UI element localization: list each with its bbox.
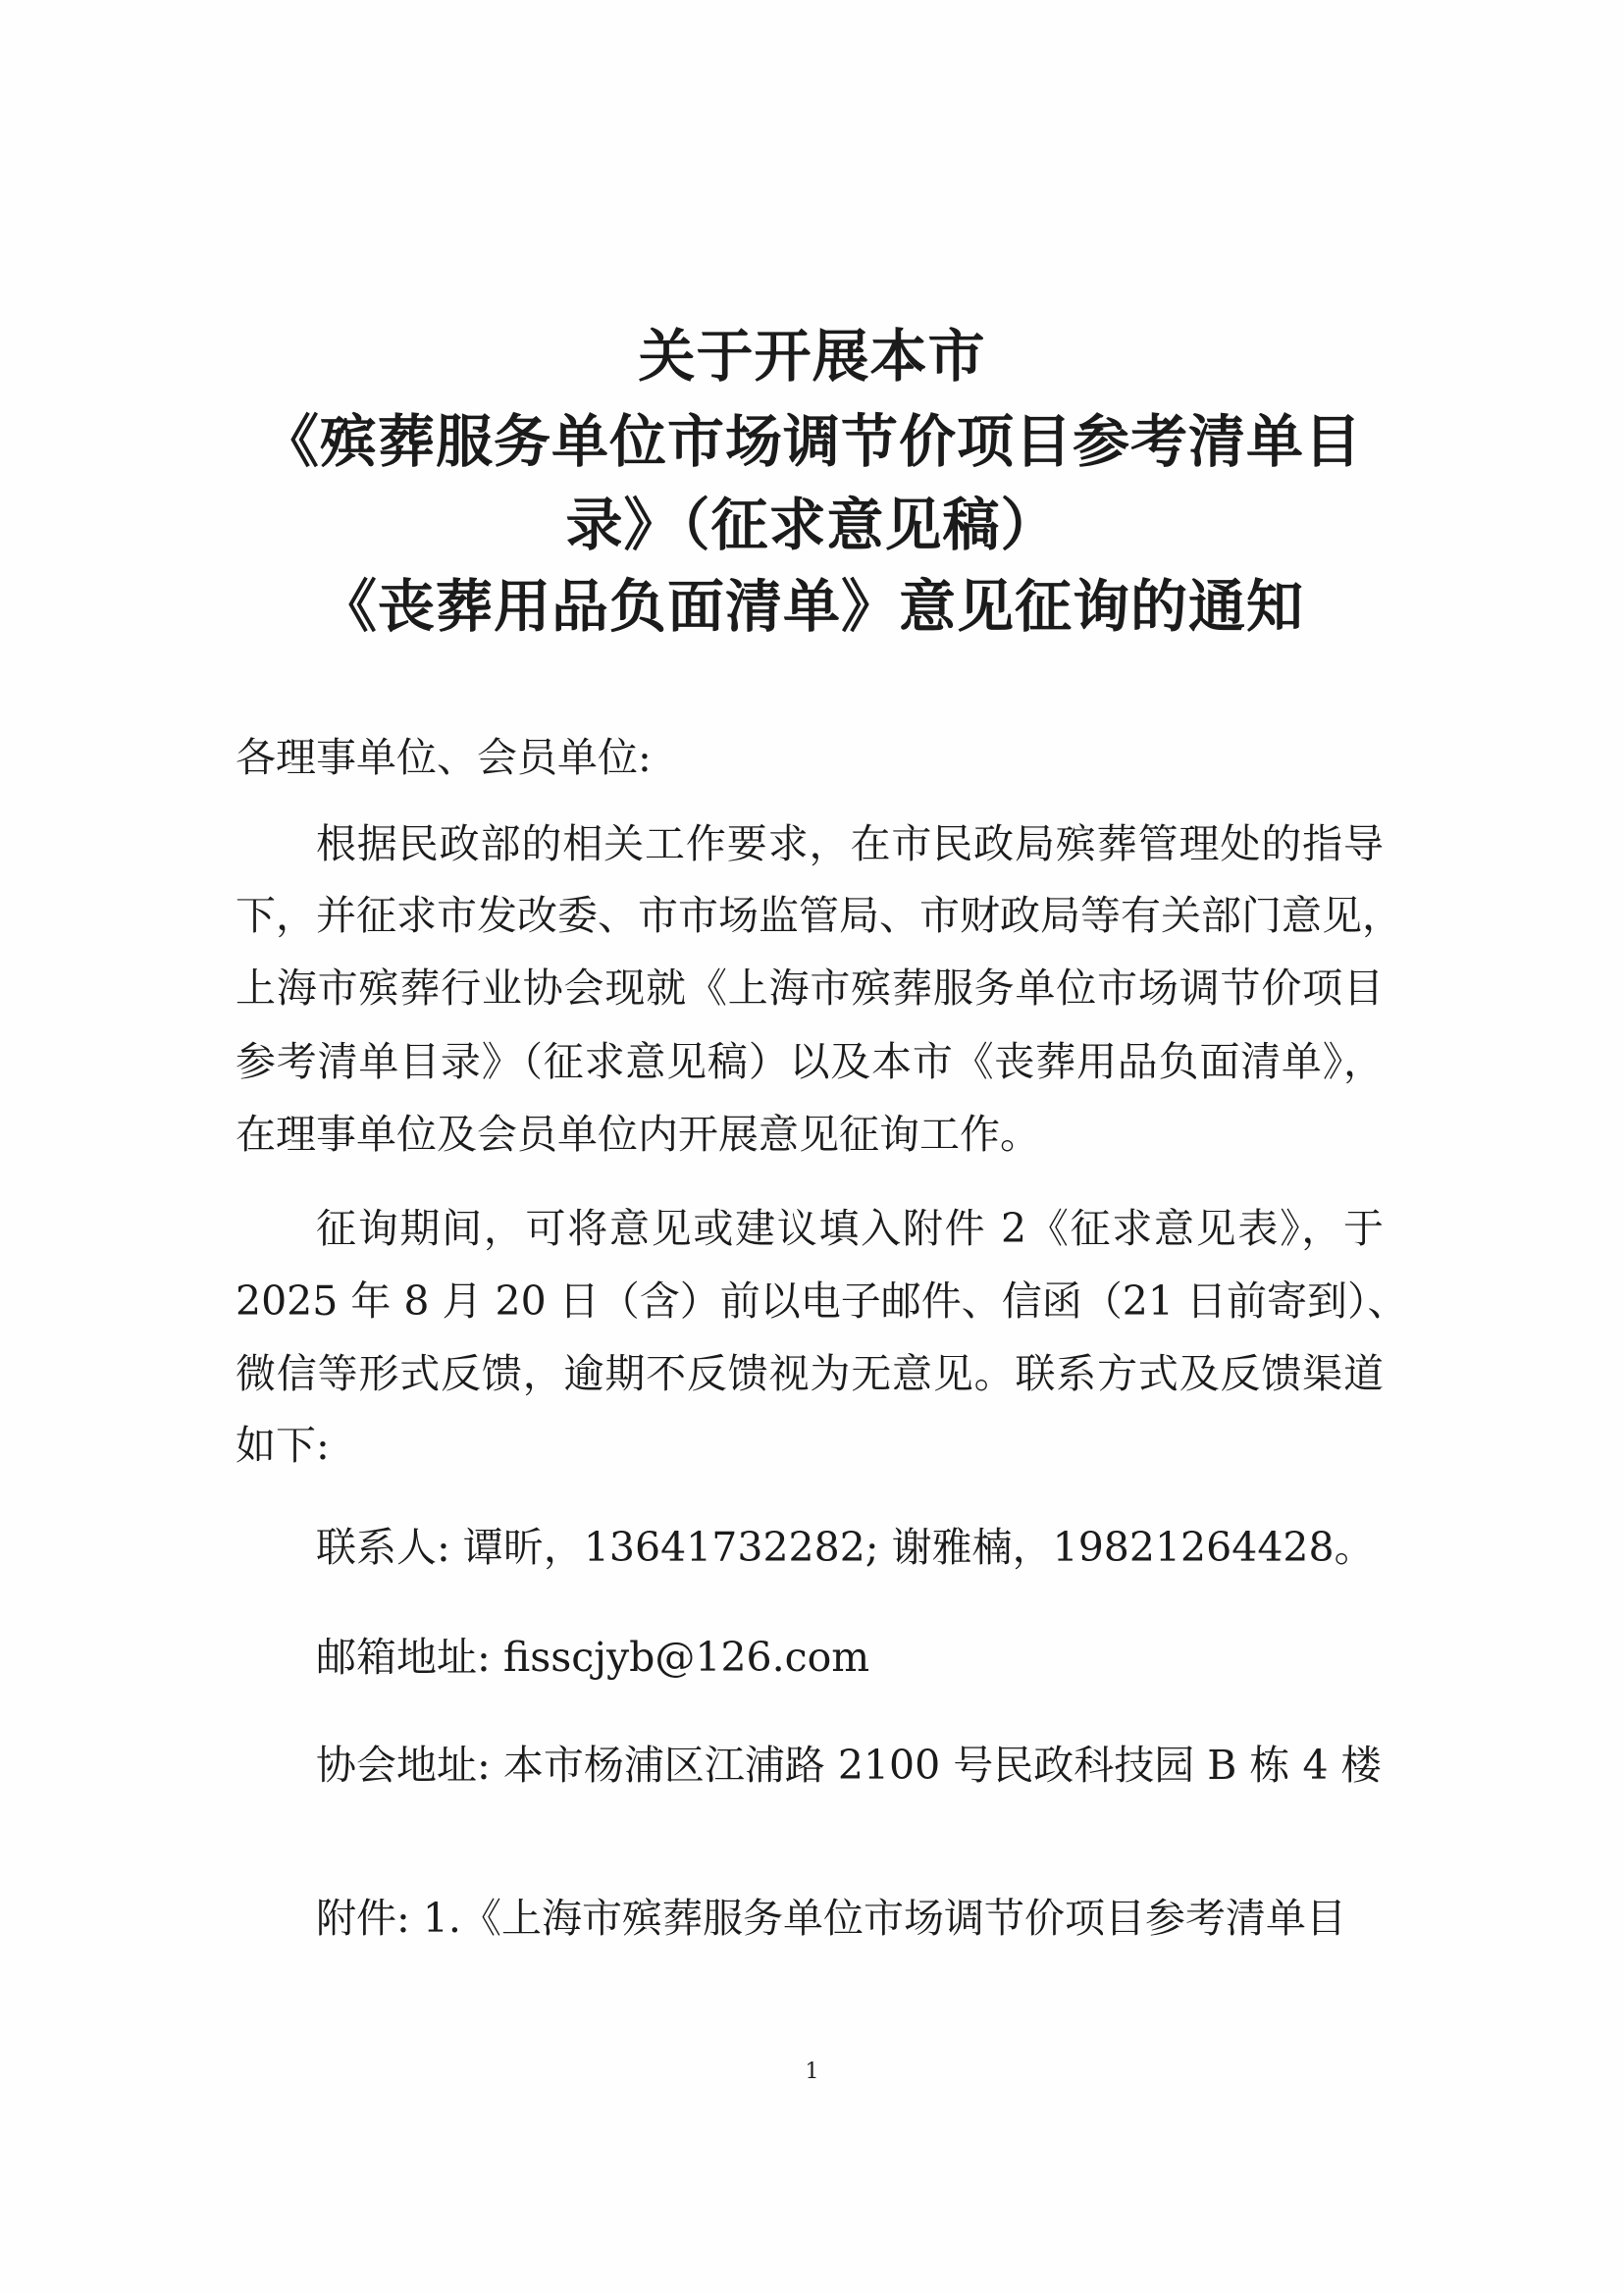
contact-email: 邮箱地址: fisscjyb@126.com <box>316 1634 870 1681</box>
contact-address: 协会地址: 本市杨浦区江浦路 2100 号民政科技园 B 栋 4 楼 <box>316 1742 1382 1789</box>
page-number: 1 <box>805 2059 819 2084</box>
title-line-1: 关于开展本市 <box>638 323 986 390</box>
contact-persons: 联系人: 谭昕，13641732282; 谢雅楠，19821264428。 <box>316 1524 1375 1571</box>
paragraph-2-line-2: 2025 年 8 月 20 日（含）前以电子邮件、信函（21 日前寄到）、 <box>236 1277 1408 1325</box>
paragraph-1-line-4: 参考清单目录》（征求意见稿）以及本市《丧葬用品负面清单》， <box>236 1038 1384 1085</box>
title-line-3: 录》（征求意见稿） <box>565 492 1059 558</box>
paragraph-1-line-3: 上海市殡葬行业协会现就《上海市殡葬服务单位市场调节价项目 <box>236 965 1384 1012</box>
paragraph-2-line-4: 如下: <box>236 1422 330 1469</box>
salutation: 各理事单位、会员单位: <box>236 734 652 781</box>
paragraph-1-line-5: 在理事单位及会员单位内开展意见征询工作。 <box>236 1111 1040 1158</box>
title-line-4: 《丧葬用品负面清单》意见征询的通知 <box>319 573 1304 640</box>
paragraph-1-line-1: 根据民政部的相关工作要求，在市民政局殡葬管理处的指导 <box>316 820 1384 867</box>
paragraph-2-line-3: 微信等形式反馈，逾期不反馈视为无意见。联系方式及反馈渠道 <box>236 1350 1384 1397</box>
paragraph-2-line-1: 征询期间，可将意见或建议填入附件 2《征求意见表》，于 <box>316 1205 1384 1252</box>
attachment-line: 附件: 1.《上海市殡葬服务单位市场调节价项目参考清单目 <box>316 1895 1346 1942</box>
paragraph-1-line-2: 下，并征求市发改委、市市场监管局、市财政局等有关部门意见， <box>236 892 1402 939</box>
title-line-2: 《殡葬服务单位市场调节价项目参考清单目 <box>261 408 1362 475</box>
